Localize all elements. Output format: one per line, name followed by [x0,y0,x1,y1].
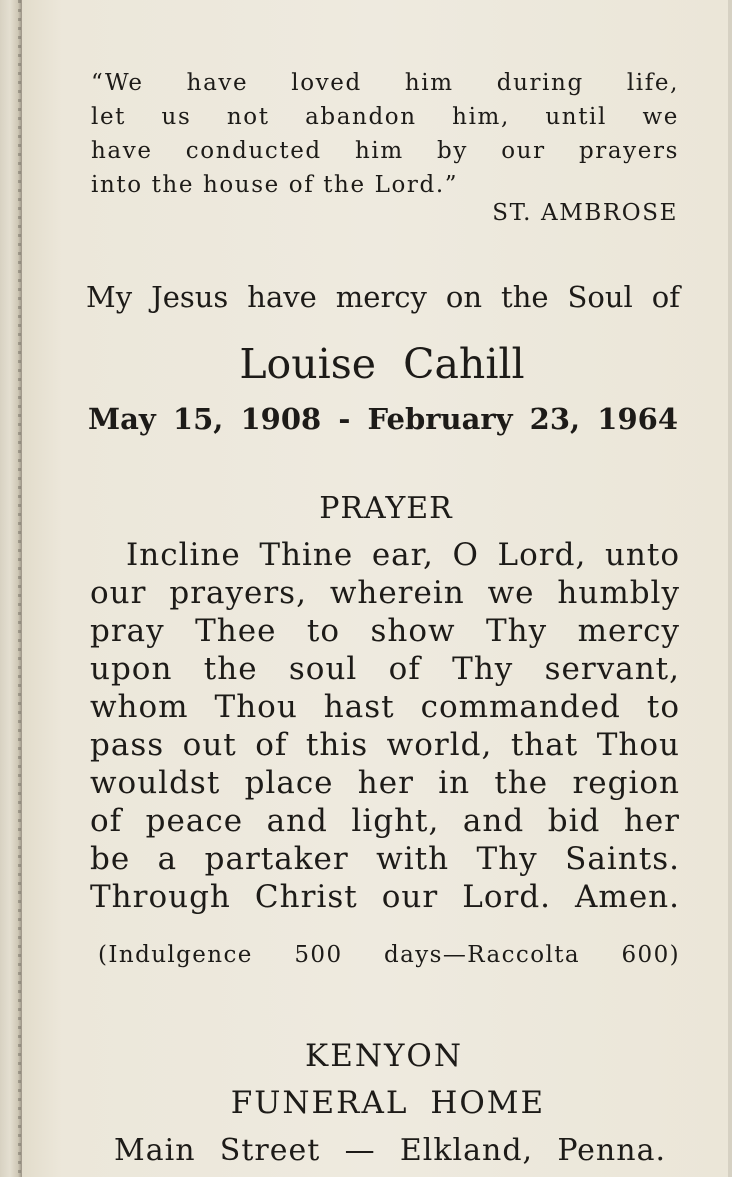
deceased-name: Louise Cahill [239,340,525,388]
quote-line: “We have loved him during life, [91,70,679,96]
prayer-line: whom Thou hast commanded to [90,689,680,725]
funeral-home-type: FUNERAL HOME [230,1085,546,1121]
prayer-line: be a partaker with Thy Saints. [90,841,680,877]
edge-stitching [18,0,21,1177]
funeral-home-address: Main Street — Elkland, Penna. [114,1133,666,1168]
prayer-heading: PRAYER [319,491,453,526]
prayer-text [90,536,680,916]
indulgence-note: (Indulgence 500 days—Raccolta 600) [98,942,680,968]
prayer-line: Through Christ our Lord. Amen. [90,879,680,915]
prayer-line: pray Thee to show Thy mercy [90,613,680,649]
card-right-edge [728,0,732,1177]
prayer-line: pass out of this world, that Thou [90,727,680,763]
quote-line: have conducted him by our prayers [91,138,679,164]
quote-line: into the house of the Lord.” [91,172,459,198]
prayer-line: our prayers, wherein we humbly [90,575,680,611]
prayer-line: of peace and light, and bid her [90,803,680,839]
prayer-line: upon the soul of Thy servant, [90,651,680,687]
mercy-line: My Jesus have mercy on the Soul of [86,280,680,314]
ambrose-quote [91,66,679,202]
prayer-line: Incline Thine ear, O Lord, unto [126,537,680,573]
quote-attribution: ST. AMBROSE [492,200,678,226]
funeral-home-name: KENYON [305,1038,463,1074]
card-left-edge [0,0,22,1177]
life-dates: May 15, 1908 - February 23, 1964 [88,402,678,436]
quote-line: let us not abandon him, until we [91,104,679,130]
prayer-line: wouldst place her in the region [90,765,680,801]
